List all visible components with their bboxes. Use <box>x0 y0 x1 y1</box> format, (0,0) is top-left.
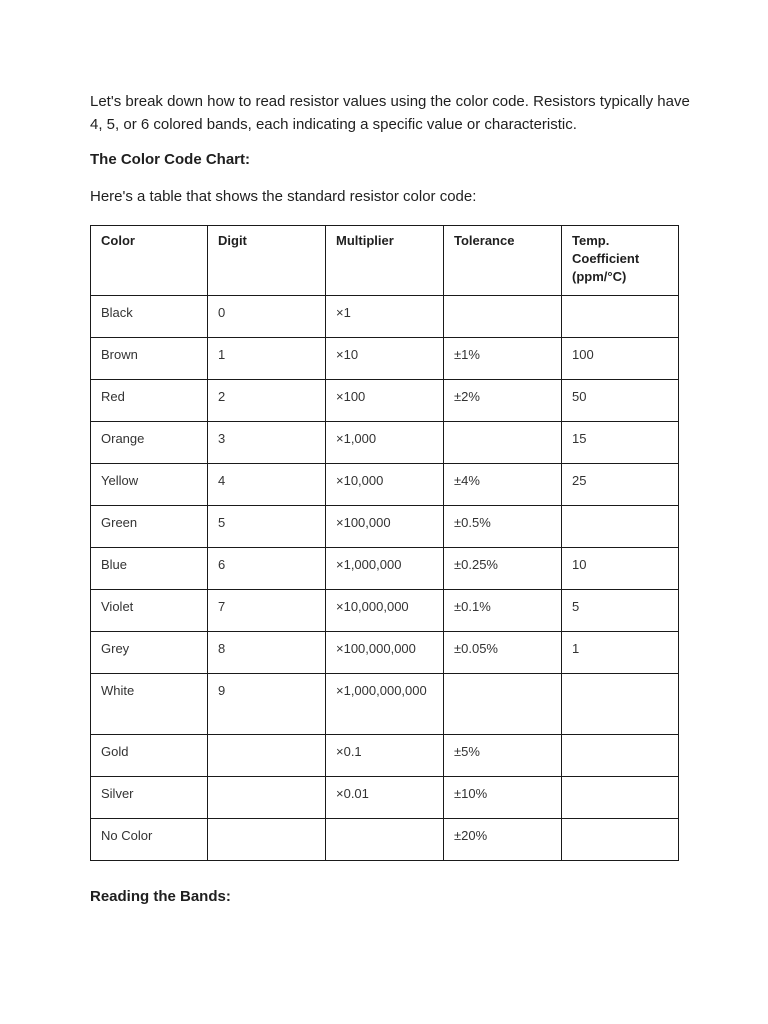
cell-color: Black <box>91 296 208 338</box>
cell-temp-coefficient <box>562 296 679 338</box>
cell-digit: 1 <box>208 338 326 380</box>
table-row <box>91 296 679 338</box>
cell-digit: 4 <box>208 464 326 506</box>
cell-temp-coefficient: 25 <box>562 464 679 506</box>
cell-digit: 9 <box>208 674 326 735</box>
document-body <box>90 90 690 905</box>
cell-digit: 2 <box>208 380 326 422</box>
cell-color: Gold <box>91 735 208 777</box>
table-row <box>91 777 679 819</box>
cell-color: Yellow <box>91 464 208 506</box>
cell-multiplier: ×1 <box>326 296 444 338</box>
cell-tolerance: ±4% <box>444 464 562 506</box>
cell-tolerance: ±10% <box>444 777 562 819</box>
cell-tolerance <box>444 296 562 338</box>
table-row <box>91 819 679 861</box>
cell-tolerance: ±5% <box>444 735 562 777</box>
table-row <box>91 422 679 464</box>
cell-temp-coefficient: 5 <box>562 590 679 632</box>
cell-digit: 7 <box>208 590 326 632</box>
cell-temp-coefficient: 100 <box>562 338 679 380</box>
cell-multiplier: ×10,000,000 <box>326 590 444 632</box>
table-header-row <box>91 226 679 296</box>
cell-tolerance: ±20% <box>444 819 562 861</box>
cell-digit: 6 <box>208 548 326 590</box>
intro-paragraph: Let's break down how to read resistor values using the color code. Resistors typically have 4, 5, or 6 colored bands, each indicating a specific value or characteristic. <box>90 93 690 133</box>
cell-multiplier: ×1,000,000,000 <box>326 674 444 735</box>
cell-color: Grey <box>91 632 208 674</box>
reading-bands-heading: Reading the Bands: <box>90 888 231 905</box>
table-row <box>91 590 679 632</box>
cell-tolerance: ±0.05% <box>444 632 562 674</box>
cell-tolerance: ±1% <box>444 338 562 380</box>
cell-multiplier: ×0.1 <box>326 735 444 777</box>
cell-tolerance: ±0.5% <box>444 506 562 548</box>
cell-temp-coefficient: 10 <box>562 548 679 590</box>
header-tolerance: Tolerance <box>444 226 562 296</box>
table-row <box>91 735 679 777</box>
cell-tolerance: ±0.25% <box>444 548 562 590</box>
cell-temp-coefficient: 15 <box>562 422 679 464</box>
cell-tolerance <box>444 422 562 464</box>
cell-digit <box>208 819 326 861</box>
cell-color: No Color <box>91 819 208 861</box>
cell-color: Red <box>91 380 208 422</box>
cell-color: Blue <box>91 548 208 590</box>
table-row <box>91 548 679 590</box>
cell-temp-coefficient <box>562 506 679 548</box>
cell-temp-coefficient: 1 <box>562 632 679 674</box>
header-digit: Digit <box>208 226 326 296</box>
cell-multiplier: ×100,000 <box>326 506 444 548</box>
table-row <box>91 338 679 380</box>
cell-multiplier: ×1,000 <box>326 422 444 464</box>
cell-digit: 0 <box>208 296 326 338</box>
color-code-chart-heading: The Color Code Chart: <box>90 151 250 168</box>
cell-multiplier: ×10,000 <box>326 464 444 506</box>
cell-tolerance <box>444 674 562 735</box>
table-row <box>91 506 679 548</box>
cell-multiplier: ×10 <box>326 338 444 380</box>
cell-multiplier: ×100,000,000 <box>326 632 444 674</box>
table-row <box>91 632 679 674</box>
cell-multiplier: ×1,000,000 <box>326 548 444 590</box>
cell-temp-coefficient <box>562 819 679 861</box>
table-row <box>91 464 679 506</box>
table-lead-paragraph: Here's a table that shows the standard resistor color code: <box>90 188 477 205</box>
header-temp-coefficient: Temp. Coefficient (ppm/°C) <box>562 226 679 296</box>
cell-temp-coefficient <box>562 735 679 777</box>
cell-temp-coefficient: 50 <box>562 380 679 422</box>
cell-tolerance: ±2% <box>444 380 562 422</box>
cell-temp-coefficient <box>562 674 679 735</box>
table-row <box>91 380 679 422</box>
cell-color: Violet <box>91 590 208 632</box>
cell-digit <box>208 777 326 819</box>
cell-multiplier: ×0.01 <box>326 777 444 819</box>
cell-color: Brown <box>91 338 208 380</box>
cell-color: Orange <box>91 422 208 464</box>
cell-temp-coefficient <box>562 777 679 819</box>
cell-digit: 8 <box>208 632 326 674</box>
table-row <box>91 674 679 735</box>
cell-color: White <box>91 674 208 735</box>
cell-multiplier <box>326 819 444 861</box>
cell-color: Silver <box>91 777 208 819</box>
header-color: Color <box>91 226 208 296</box>
cell-tolerance: ±0.1% <box>444 590 562 632</box>
cell-digit <box>208 735 326 777</box>
header-multiplier: Multiplier <box>326 226 444 296</box>
cell-digit: 5 <box>208 506 326 548</box>
cell-multiplier: ×100 <box>326 380 444 422</box>
cell-digit: 3 <box>208 422 326 464</box>
resistor-color-code-table <box>90 225 679 861</box>
cell-color: Green <box>91 506 208 548</box>
